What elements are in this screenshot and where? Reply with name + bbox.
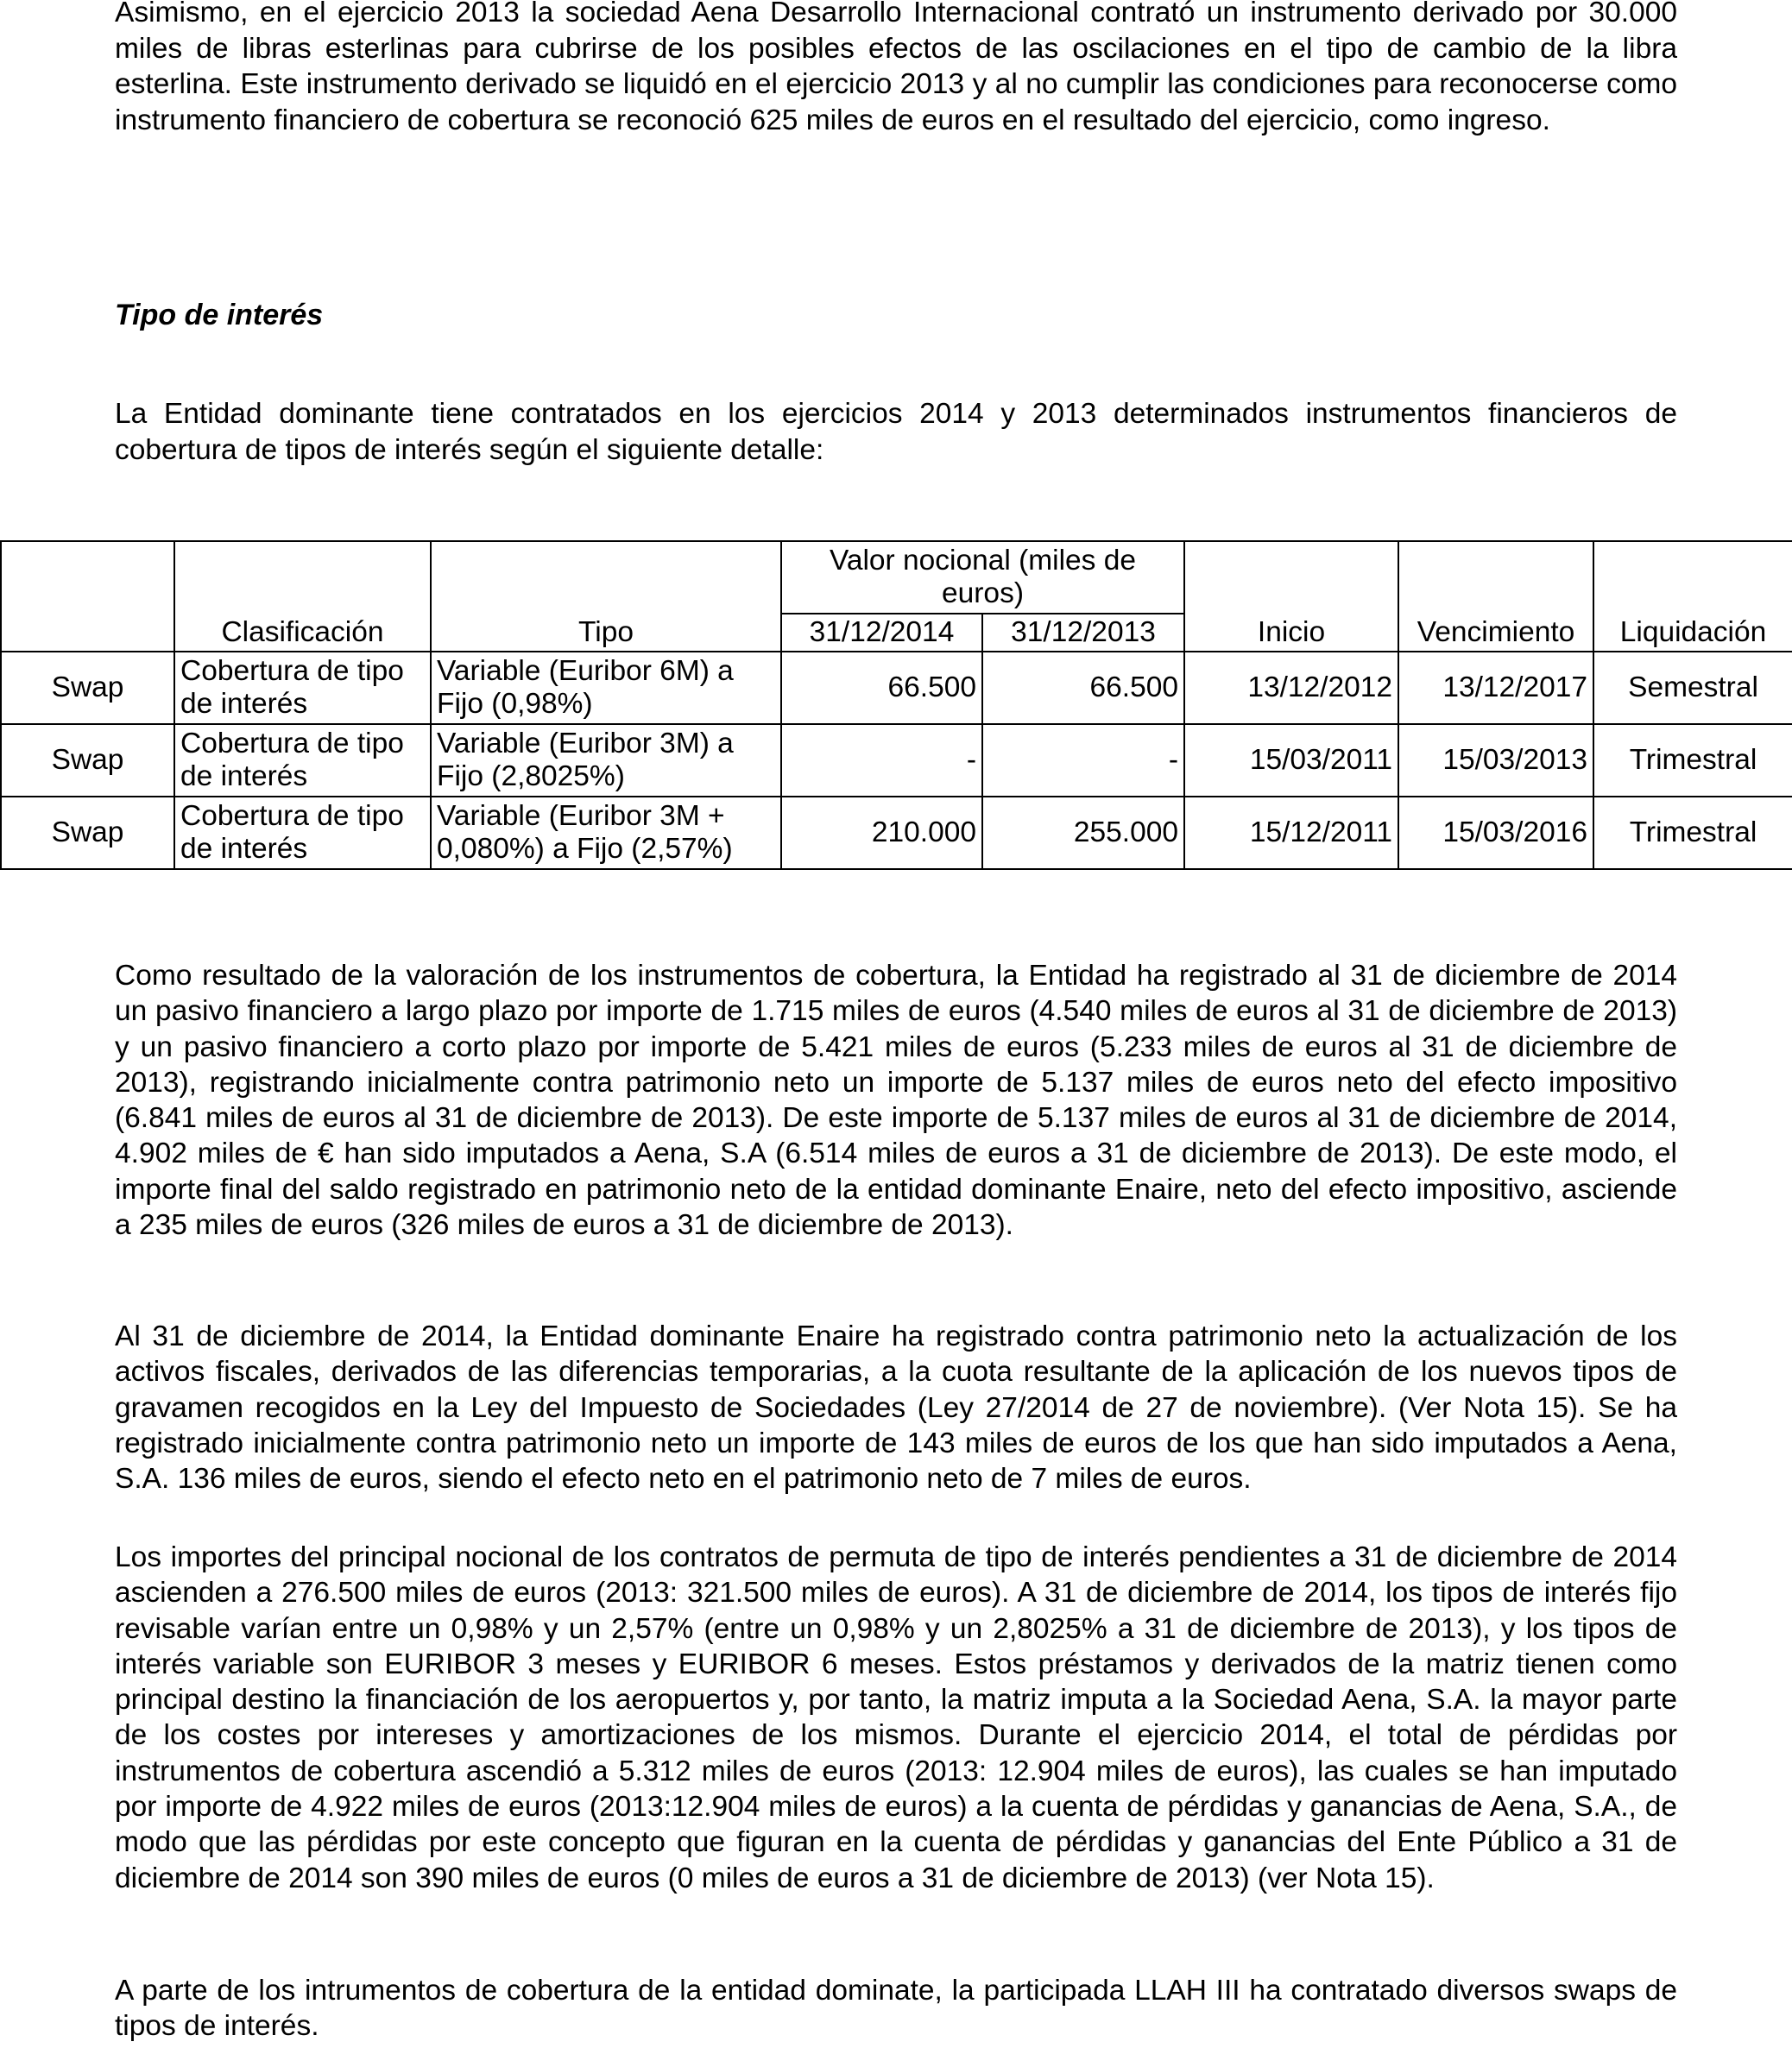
cell-liquidacion: Trimestral <box>1593 724 1792 797</box>
cell-instrumento: Swap <box>1 724 174 797</box>
cell-tipo: Variable (Euribor 6M) a Fijo (0,98%) <box>431 652 781 724</box>
cell-clasificacion: Cobertura de tipo de interés <box>174 652 431 724</box>
cell-vencimiento: 13/12/2017 <box>1398 652 1593 724</box>
hedge-instruments-table <box>0 540 1792 870</box>
cell-liquidacion: Trimestral <box>1593 797 1792 869</box>
section-heading-tipo-interes: Tipo de interés <box>115 299 324 331</box>
cell-valor-2014: - <box>781 724 982 797</box>
cell-tipo: Variable (Euribor 3M) a Fijo (2,8025%) <box>431 724 781 797</box>
header-cell-liquidacion-top <box>1593 541 1792 614</box>
header-valor-nocional: Valor nocional (miles de euros) <box>781 541 1184 614</box>
paragraph-principal-nocional: Los importes del principal nocional de los contratos de permuta de tipo de interés pendientes a 31 de diciembre de 2014 ascienden a 276.500 miles de euros (2013: 321.500 miles de euros). A 31 de diciembre de 2014, los tipos de interés fijo revisable varían entre un 0,98% y un 2,57% (entre un 0,98% y un 2,8025% a 31 de diciembre de 2013), y los tipos de interés variable son EURIBOR 3 meses y EURIBOR 6 meses. Estos préstamos y derivados de la matriz tienen como principal destino la financiación de los aeropuertos y, por tanto, la matriz imputa a la Sociedad Aena, S.A. la mayor parte de los costes por intereses y amortizaciones de los mismos. Durante el ejercicio 2014, el total de pérdidas por instrumentos de cobertura ascendió a 5.312 miles de euros (2013: 12.904 miles de euros), las cuales se han imputado por importe de 4.922 miles de euros (2013:12.904 miles de euros) a la cuenta de pérdidas y ganancias de Aena, S.A., de modo que las pérdidas por este concepto que figuran en la cuenta de pérdidas y ganancias del Ente Público a 31 de diciembre de 2014 son 390 miles de euros (0 miles de euros a 31 de diciembre de 2013) (ver Nota 15). <box>115 1541 1677 1894</box>
cell-clasificacion: Cobertura de tipo de interés <box>174 724 431 797</box>
paragraph-llah-swaps: A parte de los intrumentos de cobertura de la entidad dominate, la participada LLAH III ha contratado diversos swaps de tipos de interés. <box>115 1975 1677 2043</box>
table-row <box>1 797 1792 869</box>
table-header-row <box>1 614 1792 652</box>
header-fecha-2014: 31/12/2014 <box>781 614 982 652</box>
header-cell-instrumento <box>1 614 174 652</box>
cell-liquidacion: Semestral <box>1593 652 1792 724</box>
paragraph-derivado-libras: Asimismo, en el ejercicio 2013 la sociedad Aena Desarrollo Internacional contrató un instrumento derivado por 30.000 miles de libras esterlinas para cubrirse de los posibles efectos de las oscilaciones en el tipo de cambio de la libra esterlina. Este instrumento derivado se liquidó en el ejercicio 2013 y al no cumplir las condiciones para reconocerse como instrumento financiero de cobertura se reconoció 625 miles de euros en el resultado del ejercicio, como ingreso. <box>115 0 1677 136</box>
header-cell-vencimiento-top <box>1398 541 1593 614</box>
cell-inicio: 15/03/2011 <box>1184 724 1398 797</box>
cell-tipo: Variable (Euribor 3M + 0,080%) a Fijo (2,57%) <box>431 797 781 869</box>
table-row <box>1 652 1792 724</box>
cell-valor-2014: 66.500 <box>781 652 982 724</box>
header-liquidacion: Liquidación <box>1593 614 1792 652</box>
header-vencimiento: Vencimiento <box>1398 614 1593 652</box>
cell-valor-2013: 66.500 <box>982 652 1184 724</box>
cell-valor-2013: - <box>982 724 1184 797</box>
header-fecha-2013: 31/12/2013 <box>982 614 1184 652</box>
cell-valor-2014: 210.000 <box>781 797 982 869</box>
cell-clasificacion: Cobertura de tipo de interés <box>174 797 431 869</box>
cell-vencimiento: 15/03/2016 <box>1398 797 1593 869</box>
paragraph-intro-tabla: La Entidad dominante tiene contratados en los ejercicios 2014 y 2013 determinados instrumentos financieros de cobertura de tipos de interés según el siguiente detalle: <box>115 398 1677 466</box>
cell-inicio: 13/12/2012 <box>1184 652 1398 724</box>
paragraph-activos-fiscales: Al 31 de diciembre de 2014, la Entidad dominante Enaire ha registrado contra patrimonio neto la actualización de los activos fiscales, derivados de las diferencias temporarias, a la cuota resultante de la aplicación de los nuevos tipos de gravamen recogidos en la Ley del Impuesto de Sociedades (Ley 27/2014 de 27 de noviembre). (Ver Nota 15). Se ha registrado inicialmente contra patrimonio neto un importe de 143 miles de euros de los que han sido imputados a Aena, S.A. 136 miles de euros, siendo el efecto neto en el patrimonio neto de 7 miles de euros. <box>115 1320 1677 1496</box>
header-cell-empty <box>1 541 174 614</box>
cell-instrumento: Swap <box>1 652 174 724</box>
header-inicio: Inicio <box>1184 614 1398 652</box>
header-clasificacion: Clasificación <box>174 614 431 652</box>
table-header-row-top <box>1 541 1792 614</box>
header-tipo: Tipo <box>431 614 781 652</box>
table-row <box>1 724 1792 797</box>
cell-inicio: 15/12/2011 <box>1184 797 1398 869</box>
paragraph-valoracion-cobertura: Como resultado de la valoración de los instrumentos de cobertura, la Entidad ha registrado al 31 de diciembre de 2014 un pasivo financiero a largo plazo por importe de 1.715 miles de euros (4.540 miles de euros al 31 de diciembre de 2013) y un pasivo financiero a corto plazo por importe de 5.421 miles de euros (5.233 miles de euros al 31 de diciembre de 2013), registrando inicialmente contra patrimonio neto un importe de 5.137 miles de euros neto del efecto impositivo (6.841 miles de euros al 31 de diciembre de 2013). De este importe de 5.137 miles de euros al 31 de diciembre de 2014, 4.902 miles de € han sido imputados a Aena, S.A (6.514 miles de euros a 31 de diciembre de 2013). De este modo, el importe final del saldo registrado en patrimonio neto de la entidad dominante Enaire, neto del efecto impositivo, asciende a 235 miles de euros (326 miles de euros a 31 de diciembre de 2013). <box>115 960 1677 1242</box>
cell-valor-2013: 255.000 <box>982 797 1184 869</box>
header-cell-tipo-top <box>431 541 781 614</box>
cell-vencimiento: 15/03/2013 <box>1398 724 1593 797</box>
header-cell-clasificacion-top <box>174 541 431 614</box>
header-cell-inicio-top <box>1184 541 1398 614</box>
cell-instrumento: Swap <box>1 797 174 869</box>
